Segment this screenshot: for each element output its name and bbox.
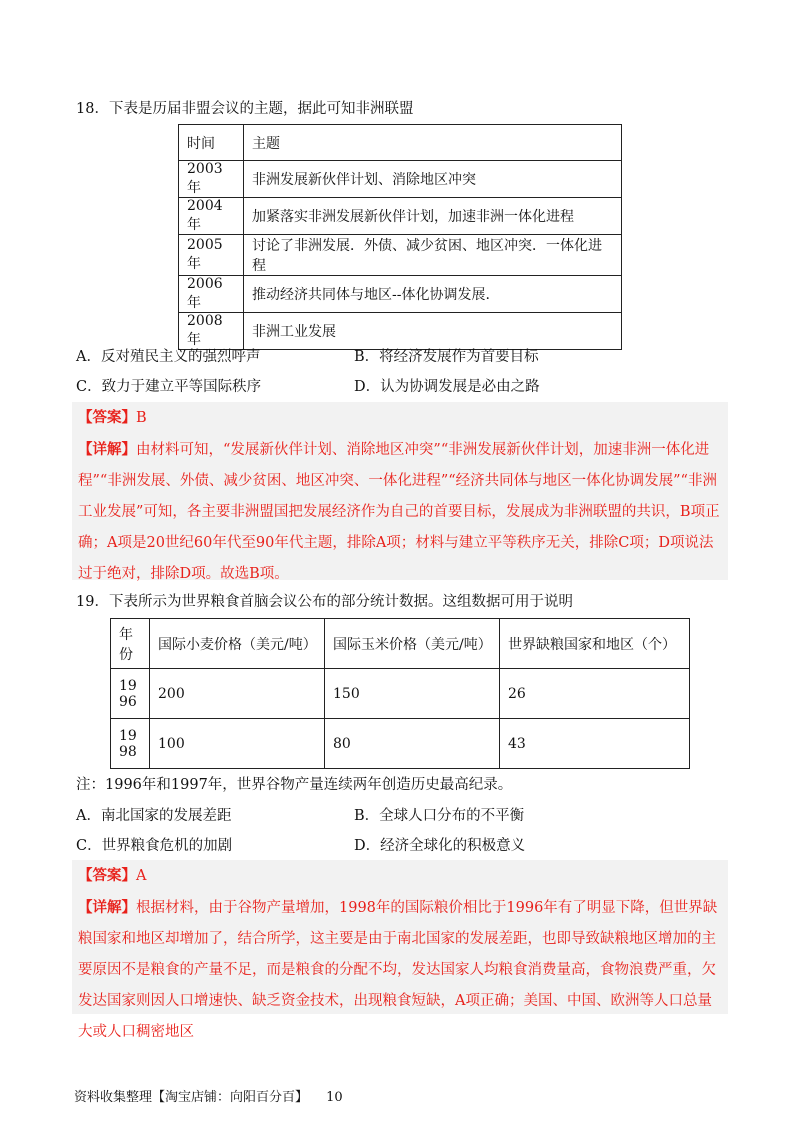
detail-label: 【详解】 bbox=[78, 441, 136, 458]
table-cell: 1998 bbox=[111, 719, 150, 769]
q19-note: 注：1996年和1997年，世界谷物产量连续两年创造历史最高纪录。 bbox=[76, 777, 513, 793]
table-header-cell: 国际小麦价格（美元/吨） bbox=[150, 619, 325, 669]
q18-option-c: C．致力于建立平等国际秩序 bbox=[76, 379, 262, 395]
q18-answer bbox=[72, 402, 728, 590]
q18-stem: 18．下表是历届非盟会议的主题，据此可知非洲联盟 bbox=[76, 101, 414, 117]
table-cell: 26 bbox=[500, 669, 690, 719]
table-header-cell: 主题 bbox=[244, 125, 622, 161]
q19-answer bbox=[72, 860, 728, 1048]
table-cell: 43 bbox=[500, 719, 690, 769]
table-cell: 2005年 bbox=[179, 235, 244, 276]
footer-text: 资料收集整理【淘宝店铺：向阳百分百】 bbox=[74, 1090, 309, 1105]
table-cell: 讨论了非洲发展．外债、减少贫困、地区冲突．一体化进程 bbox=[244, 235, 622, 276]
table-cell: 2003年 bbox=[179, 161, 244, 198]
q19-table bbox=[110, 618, 690, 769]
table-header-cell: 世界缺粮国家和地区（个） bbox=[500, 619, 690, 669]
table-header-row bbox=[111, 619, 690, 669]
table-header-cell: 国际玉米价格（美元/吨） bbox=[325, 619, 500, 669]
q19-option-a: A．南北国家的发展差距 bbox=[76, 808, 232, 824]
detail-text: 由材料可知，“发展新伙伴计划、消除地区冲突”“非洲发展新伙伴计划，加速非洲一体化进程”“非洲发展、外债、减少贫困、地区冲突、一体化进程”“经济共同体与地区一体化协调发展”“非洲工业发展”可知，各主要非洲盟国把发展经济作为自己的首要目标，发展成为非洲联盟的共识，B项正确；A项是20世纪60年代至90年代主题，排除A项；材料与建立平等秩序无关，排除C项；D项说法过于绝对，排除D项。故选B项。 bbox=[78, 442, 720, 582]
q19-answer-block bbox=[72, 860, 728, 1040]
answer-label: 【答案】 bbox=[78, 409, 136, 426]
table-cell: 100 bbox=[150, 719, 325, 769]
q19-stem: 19．下表所示为世界粮食首脑会议公布的部分统计数据。这组数据可用于说明 bbox=[76, 594, 573, 610]
table-cell: 非洲发展新伙伴计划、消除地区冲突 bbox=[244, 161, 622, 198]
table-row bbox=[179, 198, 622, 235]
q19-option-b: B．全球人口分布的不平衡 bbox=[354, 808, 525, 824]
table-cell: 非洲工业发展 bbox=[244, 313, 622, 350]
q18-option-d: D．认为协调发展是必由之路 bbox=[354, 379, 540, 395]
table-cell: 推动经济共同体与地区--体化协调发展. bbox=[244, 276, 622, 313]
table-row bbox=[111, 669, 690, 719]
table-row bbox=[179, 235, 622, 276]
detail-label: 【详解】 bbox=[78, 899, 136, 916]
table-row bbox=[179, 161, 622, 198]
table-header-cell: 时间 bbox=[179, 125, 244, 161]
table-cell: 2006年 bbox=[179, 276, 244, 313]
table-row bbox=[111, 719, 690, 769]
table-row bbox=[179, 276, 622, 313]
page-footer bbox=[74, 1086, 343, 1105]
q18-table bbox=[178, 124, 622, 350]
table-cell: 200 bbox=[150, 669, 325, 719]
table-cell: 1996 bbox=[111, 669, 150, 719]
table-cell: 加紧落实非洲发展新伙伴计划，加速非洲一体化进程 bbox=[244, 198, 622, 235]
q19-option-c: C．世界粮食危机的加剧 bbox=[76, 838, 233, 854]
answer-label: 【答案】 bbox=[78, 867, 136, 884]
table-header-row bbox=[179, 125, 622, 161]
answer-value: A bbox=[136, 868, 147, 884]
q18-option-a: A．反对殖民主义的强烈呼声 bbox=[76, 349, 261, 365]
table-row bbox=[179, 313, 622, 350]
table-cell: 2004年 bbox=[179, 198, 244, 235]
table-cell: 150 bbox=[325, 669, 500, 719]
answer-value: B bbox=[136, 410, 147, 426]
table-header-cell: 年份 bbox=[111, 619, 150, 669]
table-cell: 2008年 bbox=[179, 313, 244, 350]
page-number: 10 bbox=[326, 1090, 343, 1105]
q19-option-d: D．经济全球化的积极意义 bbox=[354, 838, 526, 854]
detail-text: 根据材料，由于谷物产量增加，1998年的国际粮价相比于1996年有了明显下降，但世界缺粮国家和地区却增加了，结合所学，这主要是由于南北国家的发展差距，也即导致缺粮地区增加的主要原因不是粮食的产量不足，而是粮食的分配不均，发达国家人均粮食消费量高，食物浪费严重，欠发达国家则因人口增速快、缺乏资金技术，出现粮食短缺，A项正确；美国、中国、欧洲等人口总量大或人口稠密地区 bbox=[78, 900, 718, 1040]
q18-option-b: B．将经济发展作为首要目标 bbox=[354, 349, 539, 365]
q18-answer-block bbox=[72, 402, 728, 580]
table-cell: 80 bbox=[325, 719, 500, 769]
